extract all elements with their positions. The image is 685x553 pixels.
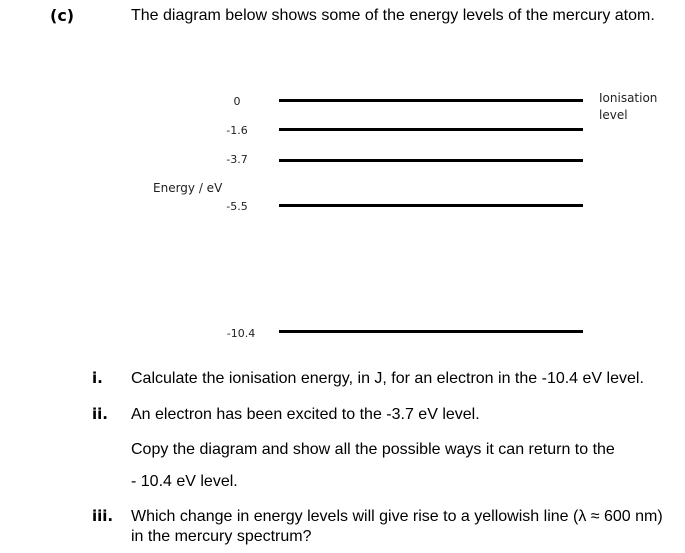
- question-number-i: i.: [92, 369, 103, 387]
- question-text-ii-line2: Copy the diagram and show all the possible ways it can return to the: [131, 441, 615, 458]
- question-text-ii-line3: - 10.4 eV level.: [131, 473, 238, 490]
- question-text-i: Calculate the ionisation energy, in J, for an electron in the -10.4 eV level.: [131, 370, 644, 387]
- ionisation-label: Ionisation level: [599, 91, 658, 122]
- part-label: (c): [50, 6, 75, 25]
- level-value-1: -1.6: [226, 124, 248, 137]
- level-value-4: -10.4: [226, 327, 256, 340]
- level-value-3: -5.5: [226, 200, 248, 213]
- question-text-ii: An electron has been excited to the -3.7 eV level.: [131, 406, 480, 423]
- energy-axis-label: Energy / eV: [153, 181, 223, 195]
- question-number-iii: iii.: [92, 507, 114, 525]
- intro-text: The diagram below shows some of the energy levels of the mercury atom.: [131, 7, 655, 24]
- level-line-1: [279, 128, 583, 131]
- question-text-iii: Which change in energy levels will give rise to a yellowish line (λ ≈ 600 nm) in the mercury spectrum?: [131, 508, 663, 545]
- level-line-0: [279, 99, 583, 102]
- level-line-2: [279, 159, 583, 162]
- question-number-ii: ii.: [92, 405, 108, 423]
- level-value-0: 0: [233, 95, 241, 108]
- level-value-2: -3.7: [226, 153, 248, 166]
- level-line-4: [279, 330, 583, 333]
- level-line-3: [279, 204, 583, 207]
